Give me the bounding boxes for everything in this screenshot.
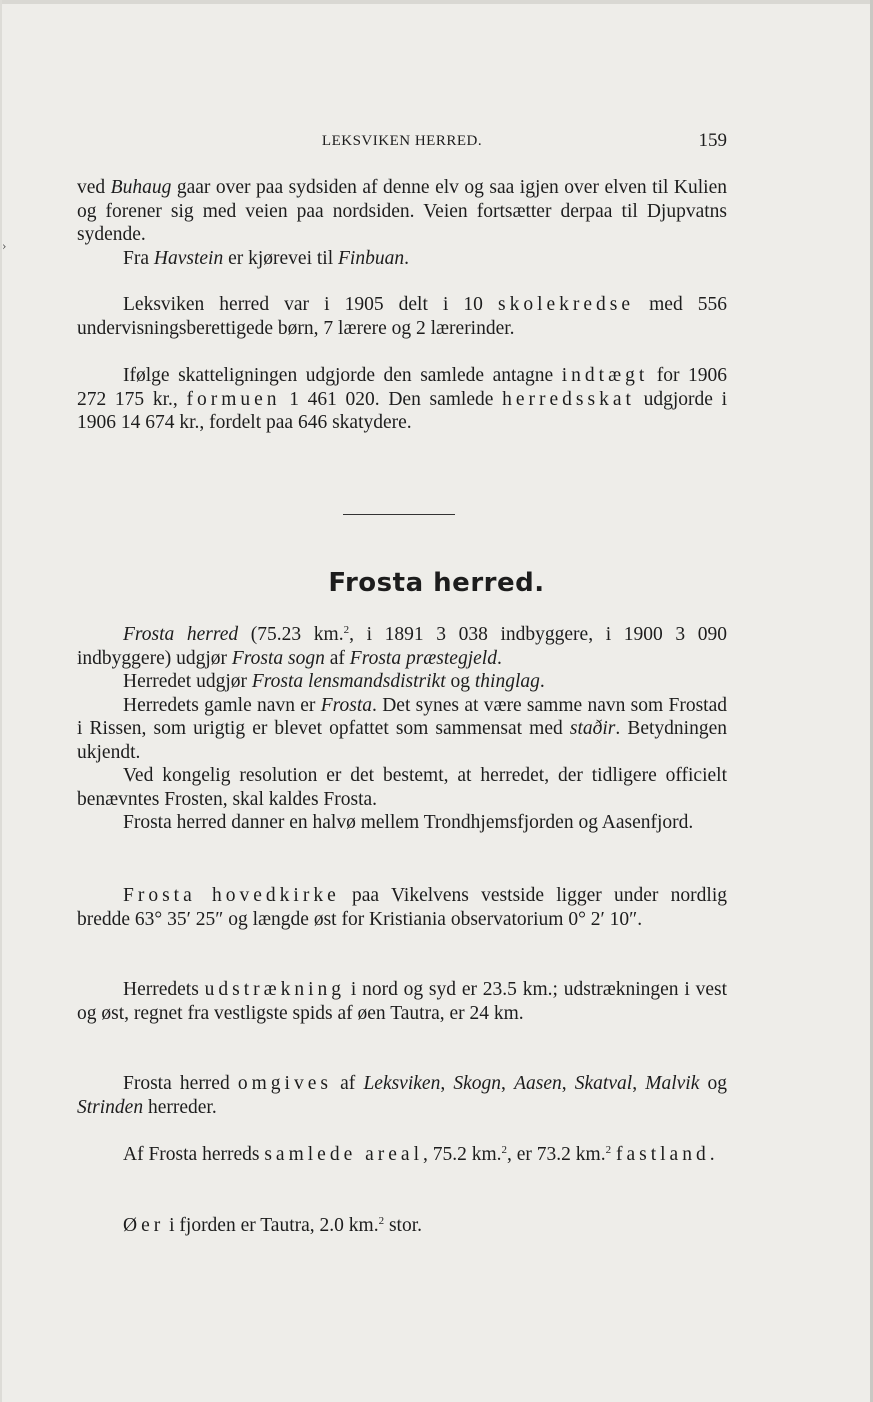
scan-edge-left xyxy=(0,0,2,1402)
paragraph: Herredets udstrækning i nord og syd er 23.5 km.; udstrækningen i vest og øst, regnet fra vestligste spids af øen Tautra, er 24 km. xyxy=(77,979,727,1024)
intro-text xyxy=(77,176,727,270)
running-title: LEKSVIKEN HERRED. xyxy=(321,133,483,149)
paragraph: Frosta hovedkirke paa Vikelvens vestside ligger under nordlig bredde 63° 35′ 25″ og længde øst for Kristiania observatorium 0° 2′ 10″. xyxy=(77,885,727,930)
paragraph: Herredet udgjør Frosta lensmandsdistrikt og thinglag. xyxy=(123,671,545,692)
paragraph: Frosta herred danner en halvø mellem Trondhjemsfjorden og Aasenfjord. xyxy=(123,812,694,833)
borders-paragraph xyxy=(77,1072,727,1119)
tax-paragraph xyxy=(77,364,727,435)
area-paragraph xyxy=(77,1143,727,1167)
running-head xyxy=(77,130,727,154)
paragraph: Frosta herred omgives af Leksviken, Skogn, Aasen, Skatval, Malvik og Strinden herreder. xyxy=(77,1073,728,1118)
margin-mark: › xyxy=(2,240,7,253)
section-divider xyxy=(343,514,455,515)
paragraph: Ifølge skatteligningen udgjorde den samlede antagne indtægt for 1906 272 175 kr., formuen 1 461 020. Den samlede herredsskat udgjorde i 1906 14 674 kr., fordelt paa 646 skatydere. xyxy=(77,365,727,433)
section-text xyxy=(77,623,727,835)
paragraph: Frosta herred (75.23 km.$^2$, i 1891 3 038 indbyggere, i 1900 3 090 indbyggere) udgjør Frosta sogn af Frosta præstegjeld. xyxy=(77,624,727,669)
extent-paragraph xyxy=(77,978,727,1025)
school-paragraph xyxy=(77,293,727,340)
paragraph: Herredets gamle navn er Frosta. Det synes at være samme navn som Frostad i Rissen, som urigtig er blevet opfattet som sammensat med staðir. Betydningen ukjendt. xyxy=(77,694,727,763)
page-number: 159 xyxy=(698,130,727,151)
paragraph: Fra Havstein er kjørevei til Finbuan. xyxy=(123,247,409,269)
paragraph: Leksviken herred var i 1905 delt i 10 skolekredse med 556 undervisningsberettigede børn, 7 lærere og 2 lærerinder. xyxy=(77,294,728,339)
scan-edge-top xyxy=(0,0,873,4)
paragraph: ved Buhaug gaar over paa sydsiden af denne elv og saa igjen over elven til Kulien og forener sig med veien paa nordsiden. Veien fortsætter derpaa til Djupvatns sydende. xyxy=(77,177,728,245)
islands-paragraph xyxy=(77,1214,727,1238)
paragraph: Øer i fjorden er Tautra, 2.0 km.$^2$ stor. xyxy=(123,1215,423,1236)
paragraph: Af Frosta herreds samlede areal, 75.2 km.$^2$, er 73.2 km.$^2$ fastland. xyxy=(123,1144,715,1165)
paragraph: Ved kongelig resolution er det bestemt, at herredet, der tidligere officielt benævntes Frosten, skal kaldes Frosta. xyxy=(77,765,727,810)
section-title: Frosta herred. xyxy=(328,568,545,598)
church-paragraph xyxy=(77,884,727,931)
